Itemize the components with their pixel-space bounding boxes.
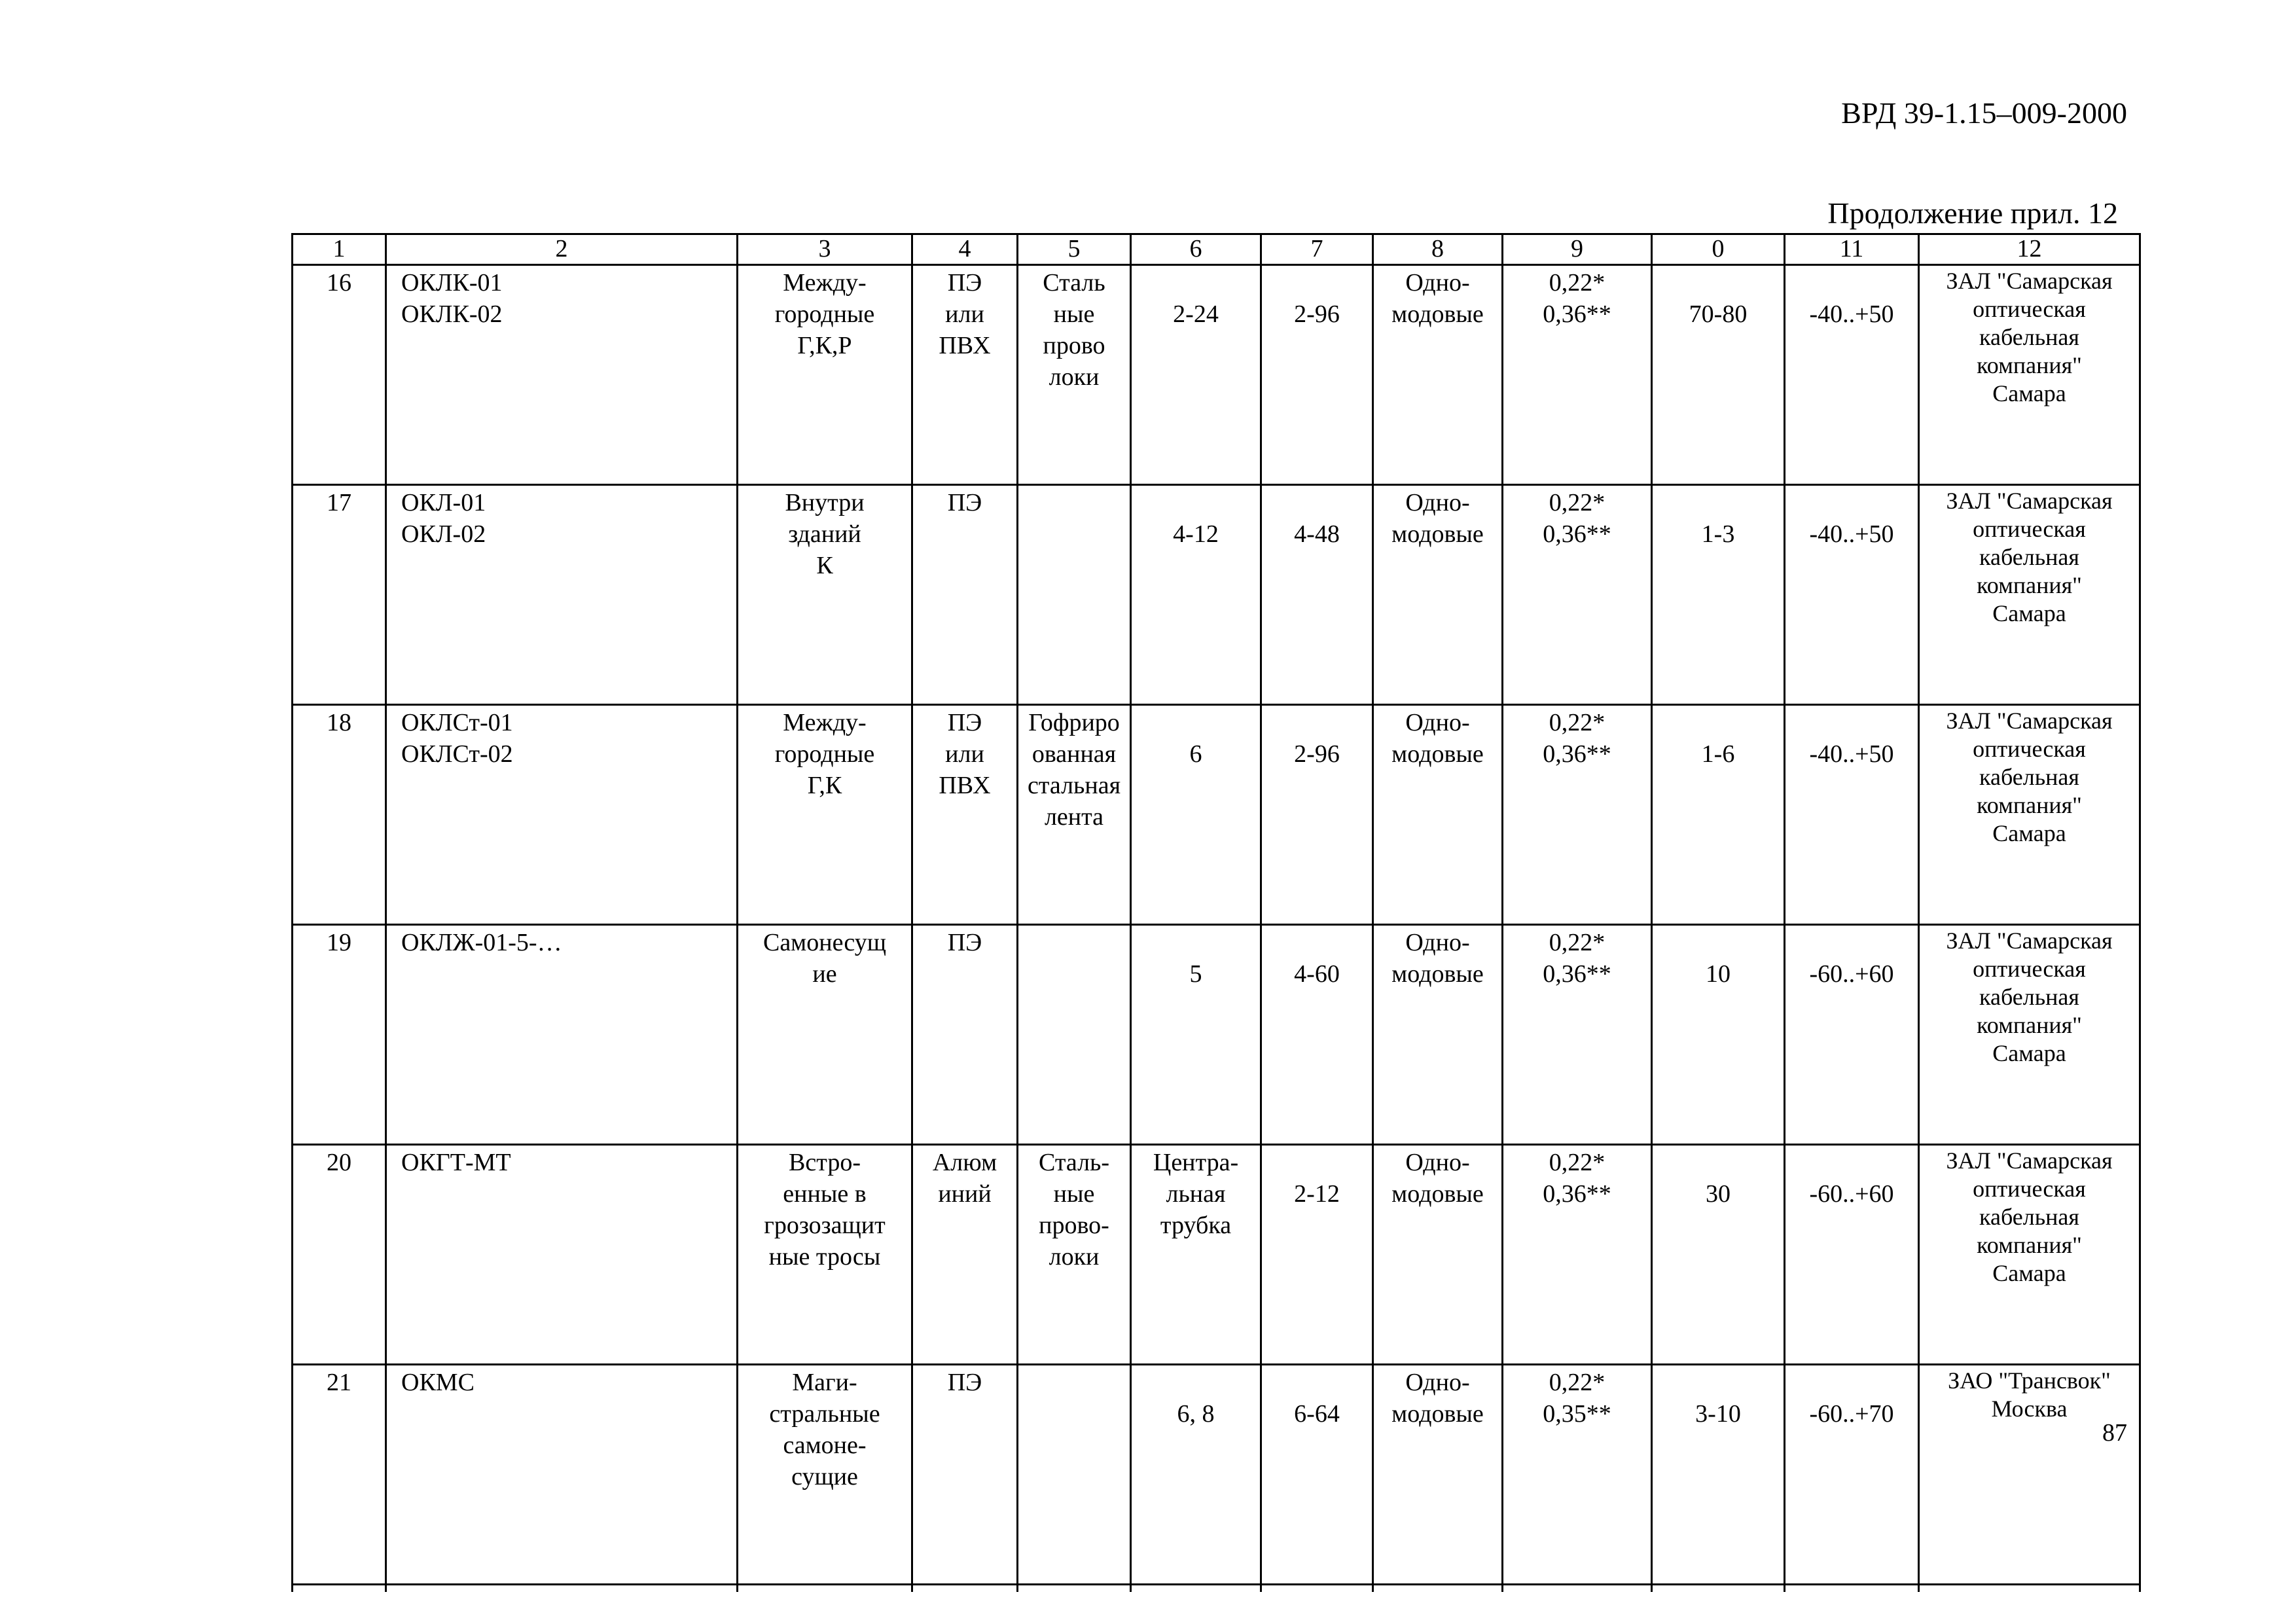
cell-line: ОКЛСт-01 <box>401 709 513 736</box>
cell-line: льная <box>1166 1180 1226 1208</box>
cell-fiber-type <box>1373 925 1503 1145</box>
cell-col6: 5 <box>1131 925 1261 1145</box>
stub-cell <box>293 1585 386 1593</box>
cell-line: городные <box>774 300 875 328</box>
cell-line: ЗАЛ "Самарская <box>1946 708 2113 734</box>
stub-cell <box>1018 1585 1131 1593</box>
cell-line: Встро- <box>789 1149 861 1176</box>
cell-line: ПЭ <box>947 1369 982 1396</box>
cell-line: ПЭ <box>947 489 982 516</box>
cell-temperature: -40..+50 <box>1785 705 1919 925</box>
column-header: 4 <box>912 234 1018 265</box>
column-header: 1 <box>293 234 386 265</box>
cell-line: Одно- <box>1405 1369 1470 1396</box>
cell-application <box>738 925 912 1145</box>
cell-line: 0,36** <box>1543 300 1611 328</box>
cell-attenuation <box>1503 265 1652 485</box>
cell-fiber-type <box>1373 705 1503 925</box>
cell-col6: 4-12 <box>1131 485 1261 705</box>
cell-line: грозозащит <box>764 1212 886 1239</box>
cell-line: ОКМС <box>401 1369 475 1396</box>
cell-col6 <box>1131 1145 1261 1365</box>
cell-line: прово- <box>1039 1212 1109 1239</box>
cell-line: Центра- <box>1153 1149 1239 1176</box>
cell-line: стральные <box>769 1400 880 1428</box>
cell-fiber-type <box>1373 265 1503 485</box>
column-header: 7 <box>1261 234 1373 265</box>
cell-temperature: -40..+50 <box>1785 485 1919 705</box>
cell-line: оптическая <box>1973 736 2086 762</box>
stub-cell <box>1785 1585 1919 1593</box>
cell-fiber-type <box>1373 1145 1503 1365</box>
cell-manufacturer <box>1919 265 2140 485</box>
cell-line: ПВХ <box>939 772 991 799</box>
cell-line: 0,22* <box>1549 269 1605 297</box>
cell-armor <box>1018 1145 1131 1365</box>
cell-line: городные <box>774 740 875 768</box>
cell-line: Между- <box>783 709 867 736</box>
column-header: 2 <box>386 234 738 265</box>
table-row <box>293 925 2140 1145</box>
cell-line: ЗАЛ "Самарская <box>1946 928 2113 954</box>
stub-cell <box>1131 1585 1261 1593</box>
cell-line: Маги- <box>792 1369 857 1396</box>
cell-attenuation <box>1503 705 1652 925</box>
cell-line: енные в <box>783 1180 867 1208</box>
cell-application <box>738 705 912 925</box>
cell-col10: 1-3 <box>1652 485 1785 705</box>
cell-line: ОКЛЖ-01-5-… <box>401 929 562 956</box>
cell-application <box>738 1145 912 1365</box>
cell-temperature: -60..+60 <box>1785 1145 1919 1365</box>
cell-col6: 2-24 <box>1131 265 1261 485</box>
stub-cell <box>1652 1585 1785 1593</box>
cell-row-number: 20 <box>293 1145 386 1365</box>
cell-line: кабельная <box>1979 984 2079 1010</box>
stub-cell <box>738 1585 912 1593</box>
cell-line: 0,22* <box>1549 929 1605 956</box>
cell-line: 0,22* <box>1549 1369 1605 1396</box>
cell-line: модовые <box>1391 1180 1484 1208</box>
cell-row-number: 16 <box>293 265 386 485</box>
cell-line: модовые <box>1391 300 1484 328</box>
page-number: 87 <box>2102 1419 2127 1447</box>
cell-line: лента <box>1044 803 1104 831</box>
cell-line: ЗАЛ "Самарская <box>1946 268 2113 294</box>
cell-line: ОКГТ-МТ <box>401 1149 511 1176</box>
cell-application <box>738 265 912 485</box>
cell-col7: 2-96 <box>1261 705 1373 925</box>
cell-armor <box>1018 265 1131 485</box>
table-continuation-stub <box>293 1585 2140 1593</box>
cell-temperature: -40..+50 <box>1785 265 1919 485</box>
cell-line: самоне- <box>783 1432 867 1459</box>
cell-line: стальная <box>1027 772 1121 799</box>
cell-line: ОКЛ-01 <box>401 489 486 516</box>
cell-sheath <box>912 265 1018 485</box>
cell-sheath <box>912 925 1018 1145</box>
cell-line: 0,36** <box>1543 740 1611 768</box>
cell-row-number: 18 <box>293 705 386 925</box>
cell-line: ованная <box>1031 740 1117 768</box>
cell-line: Самонесущ <box>762 929 887 956</box>
continuation-caption: Продолжение прил. 12 <box>1827 196 2118 230</box>
cell-line: 0,22* <box>1549 709 1605 736</box>
cell-cable-brand <box>386 925 738 1145</box>
cell-line: или <box>945 300 984 328</box>
cell-manufacturer <box>1919 485 2140 705</box>
column-header: 5 <box>1018 234 1131 265</box>
cell-line: локи <box>1049 1243 1100 1271</box>
cell-line: модовые <box>1391 520 1484 548</box>
cell-line: компания" <box>1977 1232 2082 1258</box>
cell-fiber-type <box>1373 1365 1503 1585</box>
cell-line: ОКЛ-02 <box>401 520 486 548</box>
cell-cable-brand <box>386 485 738 705</box>
cell-line: локи <box>1049 363 1100 391</box>
cell-line: Сталь <box>1043 269 1105 297</box>
cell-attenuation <box>1503 925 1652 1145</box>
cell-line: оптическая <box>1973 956 2086 982</box>
cell-armor <box>1018 485 1131 705</box>
cell-col7: 2-96 <box>1261 265 1373 485</box>
cell-line: Алюм <box>932 1149 997 1176</box>
cell-line: прово <box>1043 332 1105 359</box>
cell-manufacturer <box>1919 705 2140 925</box>
stub-cell <box>912 1585 1018 1593</box>
cell-armor <box>1018 705 1131 925</box>
cell-line: кабельная <box>1979 324 2079 350</box>
cell-col10: 30 <box>1652 1145 1785 1365</box>
cell-line: Одно- <box>1405 489 1470 516</box>
cell-line: компания" <box>1977 352 2082 378</box>
cell-line: 0,36** <box>1543 520 1611 548</box>
column-header: 3 <box>738 234 912 265</box>
cell-line: Москва <box>1991 1396 2068 1422</box>
cell-line: кабельная <box>1979 1204 2079 1230</box>
cell-line: модовые <box>1391 1400 1484 1428</box>
cell-line: компания" <box>1977 572 2082 598</box>
cell-line: ЗАО "Трансвок" <box>1948 1367 2111 1394</box>
cable-table <box>291 233 2141 1592</box>
cell-line: ПВХ <box>939 332 991 359</box>
cell-col7: 4-48 <box>1261 485 1373 705</box>
cell-line: Одно- <box>1405 269 1470 297</box>
cell-armor <box>1018 925 1131 1145</box>
cell-line: оптическая <box>1973 1176 2086 1202</box>
cell-attenuation <box>1503 1145 1652 1365</box>
stub-cell <box>1373 1585 1503 1593</box>
cell-cable-brand <box>386 265 738 485</box>
cell-line: 0,36** <box>1543 1180 1611 1208</box>
column-header: 11 <box>1785 234 1919 265</box>
cell-line: Самара <box>1992 600 2066 626</box>
cell-col10: 3-10 <box>1652 1365 1785 1585</box>
cell-attenuation <box>1503 485 1652 705</box>
cell-line: 0,22* <box>1549 1149 1605 1176</box>
cell-line: К <box>816 552 833 579</box>
cell-cable-brand <box>386 1145 738 1365</box>
cell-line: 0,35** <box>1543 1400 1611 1428</box>
cell-application <box>738 485 912 705</box>
cell-line: ОКЛК-01 <box>401 269 503 297</box>
cell-row-number: 17 <box>293 485 386 705</box>
document-code: ВРД 39-1.15–009-2000 <box>1841 96 2127 130</box>
cell-line: Самара <box>1992 1040 2066 1066</box>
cell-temperature: -60..+70 <box>1785 1365 1919 1585</box>
cell-line: зданий <box>788 520 861 548</box>
cell-col7: 6-64 <box>1261 1365 1373 1585</box>
cell-line: Самара <box>1992 380 2066 406</box>
cell-line: или <box>945 740 984 768</box>
cell-line: оптическая <box>1973 516 2086 542</box>
cell-manufacturer <box>1919 925 2140 1145</box>
cell-col6: 6 <box>1131 705 1261 925</box>
column-header: 0 <box>1652 234 1785 265</box>
cell-line: трубка <box>1160 1212 1232 1239</box>
column-header: 6 <box>1131 234 1261 265</box>
cell-col10: 10 <box>1652 925 1785 1145</box>
cell-line: Г,К,Р <box>797 332 852 359</box>
cell-line: модовые <box>1391 960 1484 988</box>
cell-sheath <box>912 1145 1018 1365</box>
cell-col10: 70-80 <box>1652 265 1785 485</box>
cell-cable-brand <box>386 705 738 925</box>
cell-sheath <box>912 485 1018 705</box>
cell-sheath <box>912 705 1018 925</box>
stub-cell <box>1503 1585 1652 1593</box>
cell-line: модовые <box>1391 740 1484 768</box>
cell-temperature: -60..+60 <box>1785 925 1919 1145</box>
cell-line: Одно- <box>1405 929 1470 956</box>
cell-manufacturer <box>1919 1145 2140 1365</box>
cell-line: ПЭ <box>947 709 982 736</box>
cell-armor <box>1018 1365 1131 1585</box>
stub-cell <box>1919 1585 2140 1593</box>
cell-line: Самара <box>1992 1260 2066 1286</box>
cell-application <box>738 1365 912 1585</box>
cell-line: ЗАЛ "Самарская <box>1946 1147 2113 1174</box>
cell-line: Гофриро <box>1028 709 1120 736</box>
table-row <box>293 485 2140 705</box>
cell-line: Одно- <box>1405 709 1470 736</box>
cell-line: Г,К <box>807 772 842 799</box>
column-header: 8 <box>1373 234 1503 265</box>
cell-row-number: 19 <box>293 925 386 1145</box>
cell-row-number: 21 <box>293 1365 386 1585</box>
cell-line: ПЭ <box>947 929 982 956</box>
cell-line: кабельная <box>1979 764 2079 790</box>
cell-line: ные тросы <box>768 1243 881 1271</box>
cell-line: Одно- <box>1405 1149 1470 1176</box>
cell-line: 0,36** <box>1543 960 1611 988</box>
cell-line: Между- <box>783 269 867 297</box>
cell-manufacturer <box>1919 1365 2140 1585</box>
cell-line: компания" <box>1977 1012 2082 1038</box>
cell-line: иний <box>938 1180 992 1208</box>
cell-fiber-type <box>1373 485 1503 705</box>
cell-line: ПЭ <box>947 269 982 297</box>
table-row <box>293 1365 2140 1585</box>
column-header: 12 <box>1919 234 2140 265</box>
column-header: 9 <box>1503 234 1652 265</box>
cell-col7: 2-12 <box>1261 1145 1373 1365</box>
cell-line: оптическая <box>1973 296 2086 322</box>
table-row <box>293 1145 2140 1365</box>
table-row <box>293 705 2140 925</box>
cell-sheath <box>912 1365 1018 1585</box>
cell-col7: 4-60 <box>1261 925 1373 1145</box>
cell-line: ОКЛК-02 <box>401 300 503 328</box>
cell-line: ЗАЛ "Самарская <box>1946 488 2113 514</box>
cell-line: ные <box>1053 300 1095 328</box>
cell-line: кабельная <box>1979 544 2079 570</box>
cell-line: 0,22* <box>1549 489 1605 516</box>
column-number-row <box>293 234 2140 265</box>
cell-line: Внутри <box>785 489 865 516</box>
cell-col6: 6, 8 <box>1131 1365 1261 1585</box>
stub-cell <box>386 1585 738 1593</box>
cell-line: Сталь- <box>1038 1149 1110 1176</box>
cell-line: ОКЛСт-02 <box>401 740 513 768</box>
cell-line: сущие <box>791 1463 858 1490</box>
cell-cable-brand <box>386 1365 738 1585</box>
cell-line: ные <box>1053 1180 1095 1208</box>
cell-col10: 1-6 <box>1652 705 1785 925</box>
cell-line: компания" <box>1977 792 2082 818</box>
cell-attenuation <box>1503 1365 1652 1585</box>
stub-cell <box>1261 1585 1373 1593</box>
cell-line: ие <box>812 960 837 988</box>
table-row <box>293 265 2140 485</box>
cell-line: Самара <box>1992 820 2066 846</box>
